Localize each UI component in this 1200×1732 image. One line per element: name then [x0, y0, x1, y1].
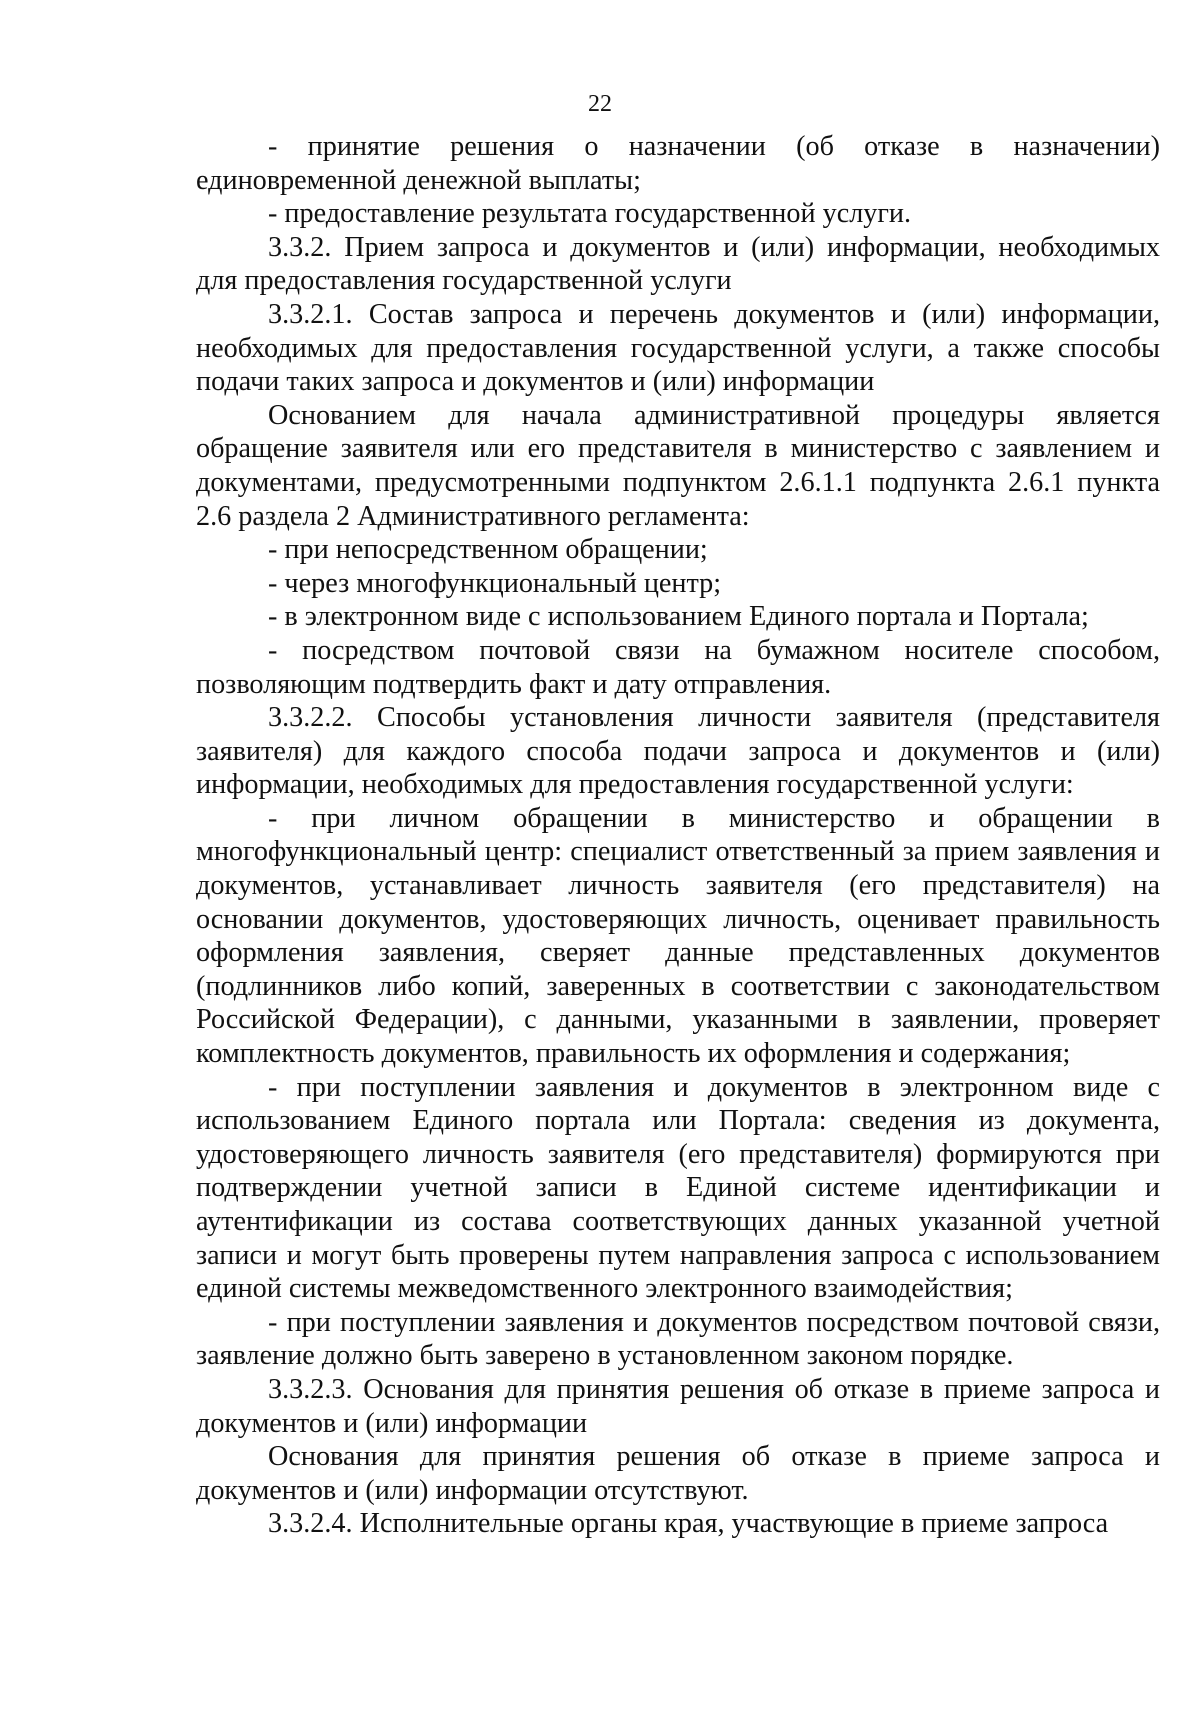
- section-3-3-2-1-heading: 3.3.2.1. Состав запроса и перечень документов и (или) информации, необходимых для предоставления государственной услуги, а также способы подачи таких запроса и документов и (или) информации: [196, 298, 1160, 398]
- paragraph-electronic-receipt-bullet: - при поступлении заявления и документов в электронном виде с использованием Единого портала или Портала: сведения из документа, удостоверяющего личность заявителя (его представителя) формируются при подтверждении учетной записи в Единой системе идентификации и аутентификации из состава соответствующих данных указанной учетной записи и могут быть проверены путем направления запроса с использованием единой системы межведомственного электронного взаимодействия;: [196, 1071, 1160, 1305]
- section-3-3-2-2-heading: 3.3.2.2. Способы установления личности заявителя (представителя заявителя) для каждого способа подачи запроса и документов и (или) информации, необходимых для предоставления государственной услуги:: [196, 702, 1160, 801]
- section-3-3-2-3-heading: 3.3.2.3. Основания для принятия решения об отказе в приеме запроса и документов и (или) информации: [196, 1373, 1160, 1439]
- section-3-3-2-heading: 3.3.2. Прием запроса и документов и (или) информации, необходимых для предоставления государственной услуги: [196, 231, 1160, 297]
- paragraph-direct-appeal-bullet: - при непосредственном обращении;: [268, 534, 708, 566]
- paragraph-result-bullet: - предоставление результата государственной услуги.: [268, 198, 912, 230]
- paragraph-grounds: Основанием для начала административной процедуры является обращение заявителя или его представителя в министерство с заявлением и документами, предусмотренными подпунктом 2.6.1.1 подпункта 2.6.1 пункта 2.6 раздела 2 Административного регламента:: [196, 399, 1160, 532]
- paragraph-electronic-bullet: - в электронном виде с использованием Единого портала и Портала;: [268, 601, 1089, 633]
- page-number: 22: [588, 91, 612, 117]
- section-3-3-2-4-heading: 3.3.2.4. Исполнительные органы края, участвующие в приеме запроса: [268, 1508, 1109, 1540]
- paragraph-no-refusal-grounds: Основания для принятия решения об отказе в приеме запроса и документов и (или) информации отсутствуют.: [196, 1441, 1160, 1506]
- document-body: [196, 130, 1160, 1541]
- paragraph-personal-appeal-bullet: - при личном обращении в министерство и обращении в многофункциональный центр: специалист ответственный за прием заявления и документов, устанавливает личность заявителя (его представителя) на основании документов, удостоверяющих личность, оценивает правильность оформления заявления, сверяет данные представленных документов (подлинников либо копий, заверенных в соответствии с законодательством Российской Федерации), с данными, указанными в заявлении, проверяет комплектность документов, правильность их оформления и содержания;: [196, 802, 1160, 1070]
- paragraph-mfc-bullet: - через многофункциональный центр;: [268, 567, 722, 599]
- paragraph-postal-receipt-bullet: - при поступлении заявления и документов посредством почтовой связи, заявление должно быть заверено в установленном законом порядке.: [196, 1306, 1160, 1372]
- paragraph-decision-bullet: - принятие решения о назначении (об отказе в назначении) единовременной денежной выплаты;: [196, 131, 1160, 196]
- paragraph-postal-bullet: - посредством почтовой связи на бумажном носителе способом, позволяющим подтвердить факт и дату отправления.: [196, 634, 1160, 700]
